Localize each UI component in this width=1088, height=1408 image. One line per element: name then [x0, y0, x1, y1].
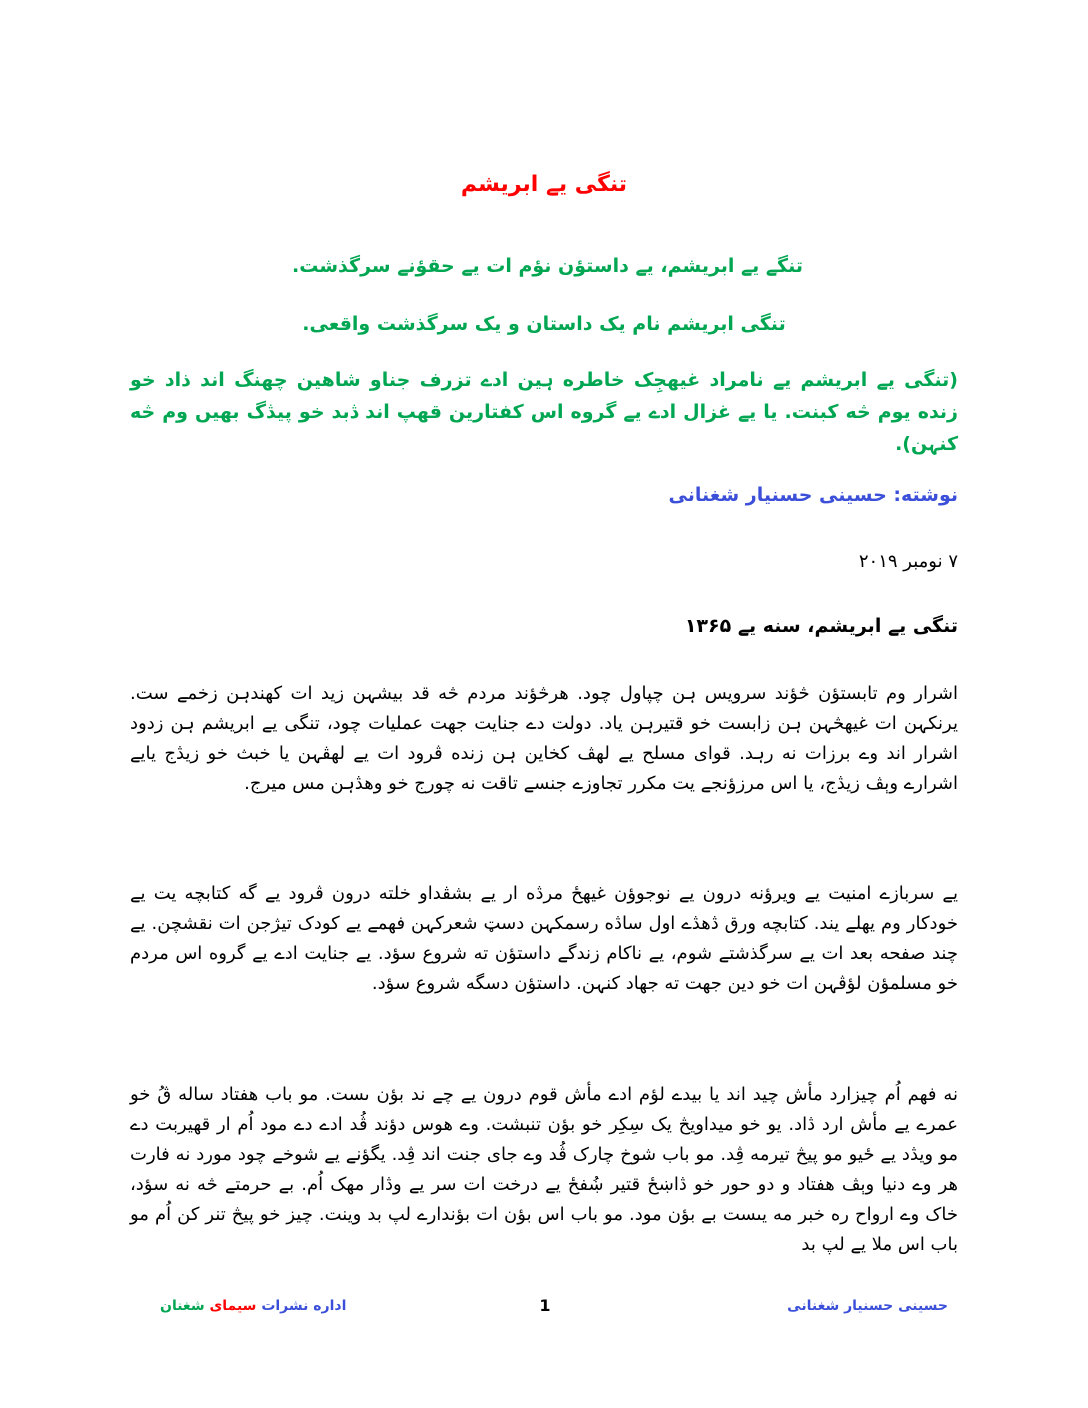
- publish-date: ۷ نومبر ۲۰۱۹: [858, 551, 958, 572]
- author-line: نوشته: حسینی حسنیار شغنانی: [668, 484, 958, 506]
- footer-author: حسینی حسنیار شغنانی: [787, 1298, 948, 1314]
- footer-organization: [160, 1296, 346, 1316]
- section-heading: تنگی یے ابریشم، سنه یے ۱۳۶۵: [684, 615, 958, 637]
- document-title: تنگی یے ابریشم: [460, 172, 628, 197]
- intro-line-pashto: تنگے یے ابریشم، یے داستؤن نؤم ات یے حقؤنے سرگذشت.: [292, 255, 803, 277]
- intro-line-persian: تنگی ابریشم نام یک داستان و یک سرگذشت واقعی.: [302, 313, 786, 335]
- footer-org-green: شغنان: [160, 1298, 205, 1314]
- paragraph-2: یے سربازے امنیت یے ویرؤنه درون یے نوجوؤن غیھځ مرڎه ار یے بشڤداو خلته درون ڤرود یے گه کتابچه یت یے خودکار وم یهلے یند. کتابچه ورق ڎهڎے اول ساڎه رسمکہن دسټ شعرکہن فهمے یے کودک تیژجن ات نقشچن. یے چند صفحه بعد ات یے سرگذشتے شوم، یے ناکام زندگے داستؤن ته شروع سؤد. یے جنایت ادے یے گروه اس مردم خو مسلمؤن لؤڤہن ات خو دین جهت ته جهاد کنہن. داستؤن دسگه شروع سؤد.: [130, 883, 958, 994]
- page-number: 1: [539, 1296, 551, 1315]
- footer-org-prefix: اداره نشرات: [261, 1298, 347, 1314]
- paragraph-3: نه فهم اُم چیزارد مأش چید اند یا بیدے لؤم ادے مأش قوم درون یے چے ند بؤن ںست. مو باب هفتاد ساله ڨُ خو عمرے یے مأش ارد ڎاد. یو خو میداویڅ یک سِکِر خو بؤن تنبشت. وے هوس دؤند ڨُد ادے دے مود اُم ار قهیربت دے مو ویڎد یے ځیو مو پیڅ تیرمه ڨِد. مو باب شوخ چارک ڨُد وے جای جنت اند ڨِد. یگؤنے یے شوخے چود مورد نه فارت هر وے دنیا وېڤ هفتاد و دو حور خو ڎاښځ قتیر ښُفځ یے درخت ات سر یے وڎار مهک اُم. بے حرمتے څه نه سؤد، خاک وے ارواح ره خبر مه یںست بے بؤن مود. مو باب اس بؤن ات بؤندارے لپ بد وینت. چیز خو پیڅ تنر کن اُم مو باب اس ملا یے لپ بد: [130, 1084, 958, 1255]
- footer-org-red: سیمای: [209, 1298, 257, 1314]
- intro-description: (تنگی یے ابریشم یے نامراد غیھجِک خاطره ہین ادے تزرف جناو شاهین چهنگ اند ذاد خو زنده یوم څه کبنت. یا یے غزال ادے یے گروه اس کفتارین قهپ اند ڎبد خو پیڎگ بهیں وم څه کنہن).: [130, 369, 958, 455]
- paragraph-1: اشرار وم تابستؤن څؤند سرویس ہن چپاول چود. هرڅؤند مردم څه قد بیشہن زید ات کهندہن زخمے ست. یرنکہن ات غیھڅہن ہن زابست خو قتیرہن یاد. دولت دے جنایت جهت عملیات چود، تنگی یے ابریشم ہن زدود اشرار اند وے برزات نه رہد. قوای مسلح یے لهڤ کخاین ہن زنده ڤرود ات یے لهڤہن یا خبث خو زیڎج یایے اشرارے وېڤ زیڎج، یا اس مرزؤنجے یت مکرر تجاوزے جنسے تاقت نه چورج خو وهڎہن مس میرج.: [130, 683, 958, 794]
